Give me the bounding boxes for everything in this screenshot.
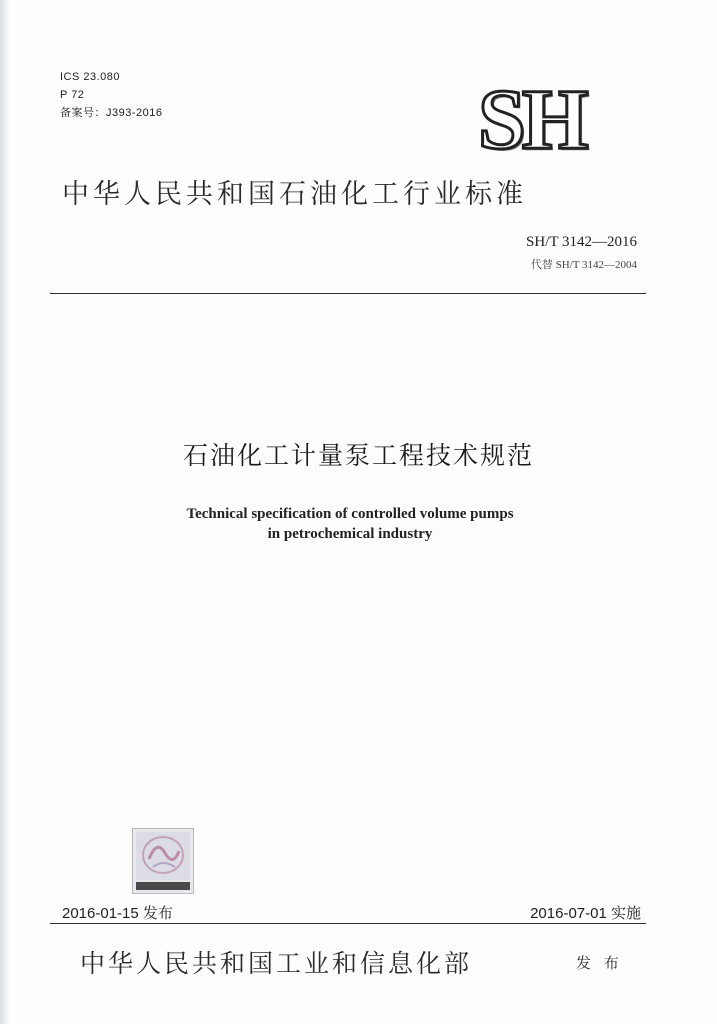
standard-type-heading: 中华人民共和国石油化工行业标准	[62, 179, 527, 210]
filing-number: 备案号：J393-2016	[60, 107, 163, 119]
standard-code: SH/T 3142—2016	[526, 234, 637, 250]
document-title-english	[0, 504, 700, 544]
classification-code: P 72	[60, 89, 85, 101]
replaces-standard: 代替 SH/T 3142—2004	[530, 259, 637, 271]
document-title-chinese: 石油化工计量泵工程技术规范	[182, 441, 534, 470]
bottom-divider	[50, 923, 646, 924]
ics-code: ICS 23.080	[60, 71, 121, 83]
cover-metadata	[60, 68, 163, 122]
publisher-seal-stamp	[132, 828, 194, 894]
english-title-line-2: in petrochemical industry	[267, 526, 433, 542]
english-title-line-1: Technical specification of controlled volume pumps	[186, 506, 514, 522]
seal-graphic	[133, 829, 193, 893]
top-divider	[50, 293, 646, 294]
issue-date: 2016-01-15 发布	[62, 905, 173, 922]
sh-logo: SH	[478, 71, 585, 167]
issuing-action: 发 布	[576, 954, 623, 972]
implementation-date: 2016-07-01 实施	[530, 905, 641, 922]
issuing-authority: 中华人民共和国工业和信息化部	[80, 949, 473, 978]
